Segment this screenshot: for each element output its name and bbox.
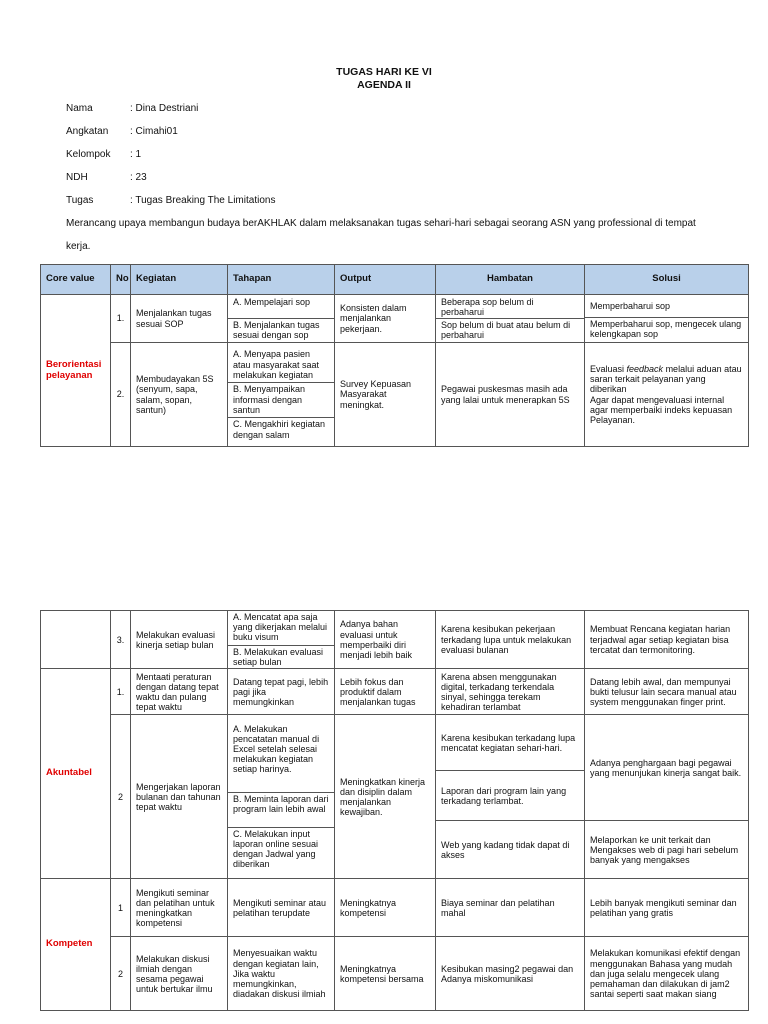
info-label: NDH [66,172,88,183]
solusi-text: Evaluasi [590,364,627,375]
hambatan-cell: Kesibukan masing2 pegawai dan Adanya miskomunikasi [436,937,585,1011]
doc-subtitle: AGENDA II [357,79,411,91]
tahapan-step: B. Meminta laporan dari program lain lebih awal [228,792,334,827]
no-cell: 2. [111,343,131,447]
table-row [41,715,749,771]
output-cell: Lebih fokus dan produktif dalam menjalankan tugas [335,669,436,715]
core-value-table-continued [40,610,749,1011]
hambatan-cell: Karena kesibukan terkadang lupa mencatat kegiatan sehari-hari. [436,715,585,771]
intro-line-2: kerja. [66,241,91,252]
info-value: : Tugas Breaking The Limitations [130,195,276,206]
no-cell: 1. [111,669,131,715]
info-label: Angkatan [66,126,109,137]
table-row [41,669,749,715]
info-tugas [66,195,275,206]
no-cell: 1. [111,295,131,343]
kegiatan-cell: Mentaati peraturan dengan datang tepat waktu dan pulang tepat waktu [131,669,228,715]
solusi-line: Agar dapat mengevaluasi internal agar memperbaiki indeks kepuasan Pelayanan. [590,394,733,425]
kegiatan-cell: Membudayakan 5S (senyum, sapa, salam, sopan, santun) [131,343,228,447]
doc-title: TUGAS HARI KE VI [336,66,432,78]
kegiatan-cell: Mengikuti seminar dan pelatihan untuk meningkatkan kompetensi [131,879,228,937]
table-row [41,611,749,669]
hambatan-cell: Karena absen menggunakan digital, terkadang terkendala sinyal, sehingga terekam kehadiran terlambat [436,669,585,715]
solusi-emphasis: feedback [626,364,664,375]
tahapan-step: A. Menyapa pasien atau masyarakat saat melakukan kegiatan [233,349,320,380]
core-value-cell [41,611,111,669]
info-kelompok [66,149,141,160]
core-value-table [40,264,749,447]
header-no: No [111,265,131,295]
table-row [41,937,749,1011]
solusi-cell: Lebih banyak mengikuti seminar dan pelatihan yang gratis [585,879,749,937]
hambatan-cell: Biaya seminar dan pelatihan mahal [436,879,585,937]
info-value: : Cimahi01 [130,126,178,137]
table-row [41,295,749,343]
tahapan-cell: Menyesuaikan waktu dengan kegiatan lain, Jika waktu memungkinkan, diadakan diskusi ilmiah [228,937,335,1011]
tahapan-step: C. Melakukan input laporan online sesuai dengan Jadwal yang diberikan [228,827,334,870]
header-kegiatan: Kegiatan [131,265,228,295]
tahapan-step: A. Mempelajari sop [233,296,311,307]
solusi-cell: Datang lebih awal, dan mempunyai bukti telusur lain secara manual atau system menggunakan finger print. [585,669,749,715]
tahapan-cell [228,611,335,669]
header-core-value: Core value [41,265,111,295]
hambatan-cell: Pegawai puskesmas masih ada yang lalai untuk menerapkan 5S [436,343,585,447]
output-cell: Meningkatnya kompetensi [335,879,436,937]
info-value: : Dina Destriani [130,103,199,114]
no-cell: 2 [111,937,131,1011]
tahapan-step: B. Menyampaikan informasi dengan santun [228,382,334,417]
table-row [41,879,749,937]
output-cell: Konsisten dalam menjalankan pekerjaan. [335,295,436,343]
tahapan-cell: Mengikuti seminar atau pelatihan terupdate [228,879,335,937]
tahapan-cell: Datang tepat pagi, lebih pagi jika memungkinkan [228,669,335,715]
solusi-cell: Adanya penghargaan bagi pegawai yang menunjukan kinerja sangat baik. [585,715,749,821]
hambatan-cell: Laporan dari program lain yang terkadang terlambat. [436,771,585,821]
info-angkatan [66,126,178,137]
tahapan-step: A. Mencatat apa saja yang dikerjakan melalui buku visum [233,612,328,643]
tahapan-step: B. Melakukan evaluasi setiap bulan [228,645,334,668]
output-cell: Meningkatnya kompetensi bersama [335,937,436,1011]
kegiatan-cell: Melakukan diskusi ilmiah dengan sesama pegawai untuk bertukar ilmu [131,937,228,1011]
core-value-cell: Kompeten [41,879,111,1011]
output-cell: Adanya bahan evaluasi untuk memperbaiki diri menjadi lebih baik [335,611,436,669]
table-header-row [41,265,749,295]
solusi-item: Memperbaharui sop [590,300,671,311]
no-cell: 2 [111,715,131,879]
info-label: Tugas [66,195,94,206]
solusi-cell [585,295,749,343]
table-row [41,343,749,447]
kegiatan-cell: Menjalankan tugas sesuai SOP [131,295,228,343]
info-value: : 23 [130,172,147,183]
info-value: : 1 [130,149,142,160]
solusi-item: Memperbaharui sop, mengecek ulang kelengkapan sop [585,317,748,340]
output-cell: Survey Kepuasan Masyarakat meningkat. [335,343,436,447]
hambatan-item: Sop belum di buat atau belum di perbaharui [436,318,584,341]
tahapan-cell [228,343,335,447]
info-nama [66,103,198,114]
hambatan-cell: Karena kesibukan pekerjaan terkadang lupa untuk melakukan evaluasi bulanan [436,611,585,669]
header-output: Output [335,265,436,295]
tahapan-cell [228,715,335,879]
info-label: Nama [66,103,93,114]
tahapan-step: B. Menjalankan tugas sesuai dengan sop [228,318,334,341]
solusi-cell [585,343,749,447]
solusi-text: melalui aduan atau saran terkait pelayanan yang diberikan [590,364,742,395]
kegiatan-cell: Mengerjakan laporan bulanan dan tahunan tepat waktu [131,715,228,879]
no-cell: 3. [111,611,131,669]
header-solusi: Solusi [585,265,749,295]
tahapan-step: A. Melakukan pencatatan manual di Excel setelah selesai melakukan kegiatan setiap harinya. [233,724,320,775]
solusi-cell: Melakukan komunikasi efektif dengan menggunakan Bahasa yang mudah dan juga selalu mengecek ulang pemahaman dan dilakukan di jam2 santai seperti saat makan siang [585,937,749,1011]
hambatan-item: Beberapa sop belum di perbaharui [441,296,534,317]
info-ndh [66,172,147,183]
solusi-line [590,364,743,394]
hambatan-cell [436,295,585,343]
solusi-cell: Membuat Rencana kegiatan harian terjadwal agar setiap kegiatan bisa tercatat dan termonitoring. [585,611,749,669]
hambatan-cell: Web yang kadang tidak dapat di akses [436,821,585,879]
info-label: Kelompok [66,149,111,160]
tahapan-step: C. Mengakhiri kegiatan dengan salam [228,417,334,440]
core-value-cell: Akuntabel [41,669,111,879]
header-hambatan: Hambatan [436,265,585,295]
output-cell: Meningkatkan kinerja dan disiplin dalam menjalankan kewajiban. [335,715,436,879]
intro-line-1: Merancang upaya membangun budaya berAKHLAK dalam melaksanakan tugas sehari-hari sebagai seorang ASN yang professional di tempat [66,218,696,229]
header-tahapan: Tahapan [228,265,335,295]
kegiatan-cell: Melakukan evaluasi kinerja setiap bulan [131,611,228,669]
tahapan-cell [228,295,335,343]
solusi-cell: Melaporkan ke unit terkait dan Mengakses web di pagi hari sebelum banyak yang mengakses [585,821,749,879]
core-value-cell: Berorientasi pelayanan [41,295,111,447]
no-cell: 1 [111,879,131,937]
